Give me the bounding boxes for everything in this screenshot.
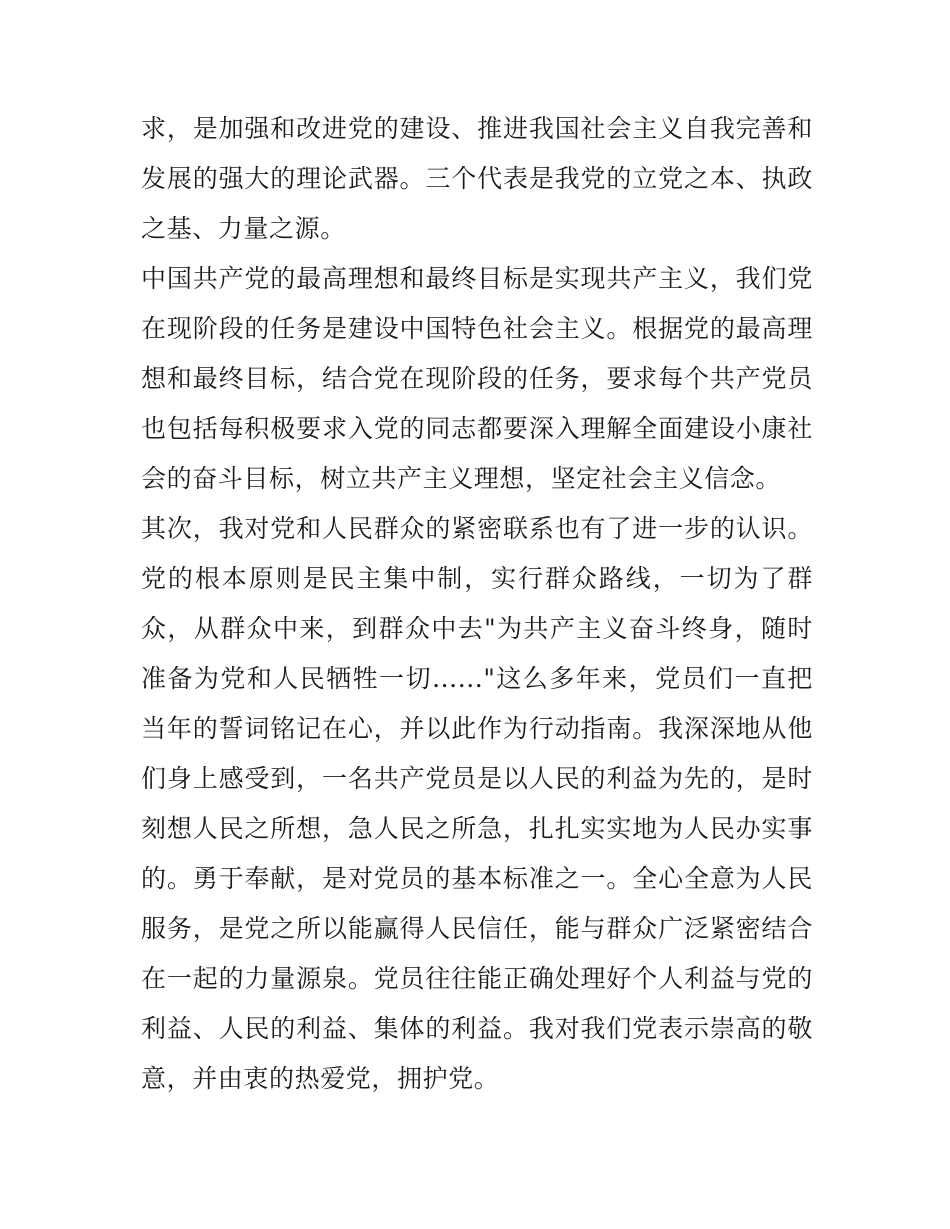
document-body [141, 104, 813, 1104]
paragraph-1: 求，是加强和改进党的建设、推进我国社会主义自我完善和发展的强大的理论武器。三个代表是我党的立党之本、执政之基、力量之源。 [141, 114, 813, 243]
paragraph-3: 其次，我对党和人民群众的紧密联系也有了进一步的认识。党的根本原则是民主集中制，实行群众路线，一切为了群众，从群众中来，到群众中去"为共产主义奋斗终身，随时准备为党和人民牺牲一切......"这么多年来，党员们一直把当年的誓词铭记在心，并以此作为行动指南。我深深地从他们身上感受到，一名共产党员是以人民的利益为先的，是时刻想人民之所想，急人民之所急，扎扎实实地为人民办实事的。勇于奉献，是对党员的基本标准之一。全心全意为人民服务，是党之所以能赢得人民信任，能与群众广泛紧密结合在一起的力量源泉。党员往往能正确处理好个人利益与党的利益、人民的利益、集体的利益。我对我们党表示崇高的敬意，并由衷的热爱党，拥护党。 [141, 514, 813, 1093]
paragraph-2: 中国共产党的最高理想和最终目标是实现共产主义，我们党在现阶段的任务是建设中国特色社会主义。根据党的最高理想和最终目标，结合党在现阶段的任务，要求每个共产党员也包括每积极要求入党的同志都要深入理解全面建设小康社会的奋斗目标，树立共产主义理想，坚定社会主义信念。 [141, 264, 813, 493]
